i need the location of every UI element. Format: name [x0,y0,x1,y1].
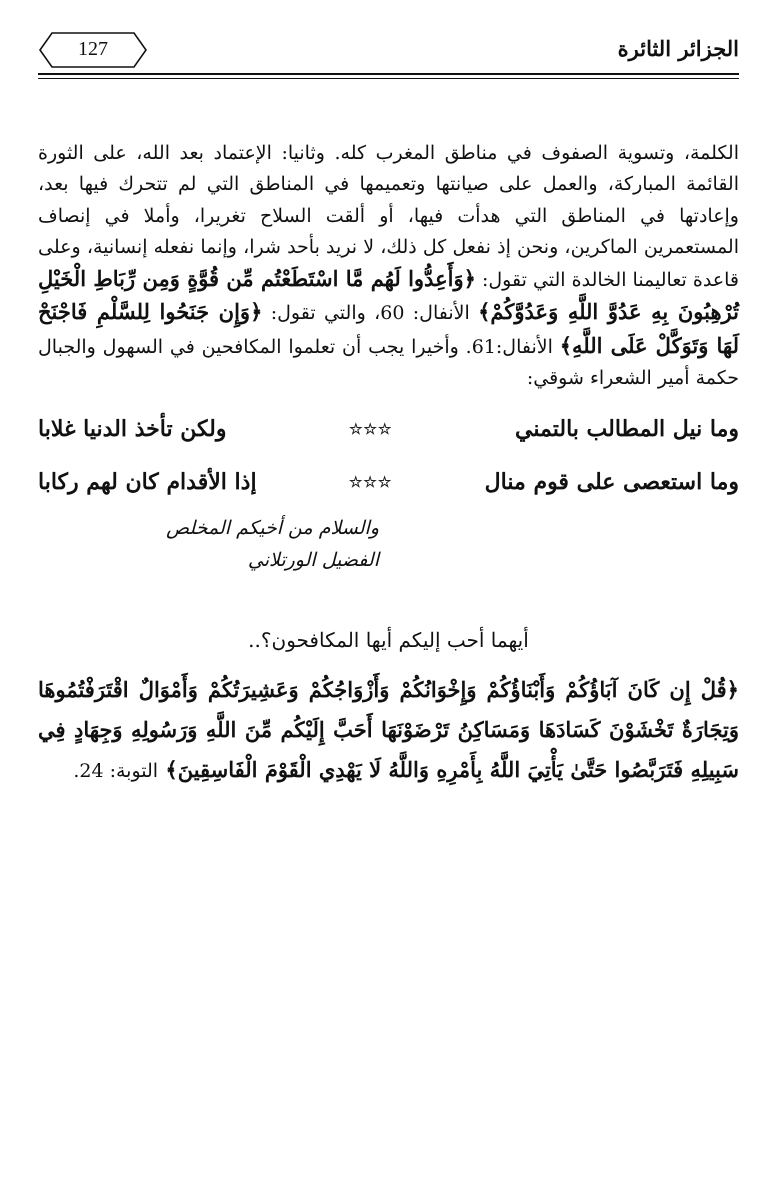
paragraph-text: الكلمة، وتسوية الصفوف في مناطق المغرب كله. وثانيا: الإعتماد بعد الله، على الثورة القائمة المباركة، والعمل على صيانتها وتعميمها في المناطق التي لم تتحرك فيها بعد، وإعادتها في المناطق التي هدأت فيها، أو ألقت السلاح تغريرا، وأملا في إنصاف المستعمرين الماكرين، ونحن إذ نفعل كل ذلك، لا نريد بأحد شرا، وإنما نفعله إنسانية، وعلى قاعدة تعاليمنا الخالدة التي تقول: [38,142,739,292]
poem-hemistich-second: ولكن تأخذ الدنيا غلابا [38,415,227,442]
quran-verse-block [38,670,739,791]
page-number-badge [38,30,148,70]
header-rule-thick [38,73,739,75]
page-number: 127 [78,38,108,60]
quran-quote-anfal-60: ﴿وَأَعِدُّوا لَهُم مَّا اسْتَطَعْتُم مِّن قُوَّةٍ وَمِن رِّبَاطِ الْخَيْلِ تُرْهِبُونَ بِهِ عَدُوَّ اللَّهِ وَعَدُوَّكُمْ﴾ [38,266,739,325]
poem [38,402,739,508]
body-paragraph [38,138,739,394]
poem-separator: ☆☆☆ [348,472,393,491]
page-body [38,138,739,791]
section-heading: أيهما أحب إليكم أيها المكافحون؟.. [248,628,529,653]
running-title: الجزائر الثائرة [617,36,739,61]
signature-name: الفضيل الورتلاني [247,549,379,572]
poem-line [38,455,739,508]
quran-reference: الأنفال:61. وأخيرا يجب أن تعلموا المكافحين في السهول والجبال حكمة أمير الشعراء شوقي: [38,335,739,390]
poem-hemistich-first: وما نيل المطالب بالتمني [515,415,739,442]
quran-reference: الأنفال: 60، والتي تقول: [270,302,470,325]
header-rule-thin [38,78,739,79]
poem-line [38,402,739,455]
signature [38,512,379,576]
quran-quote-anfal-61: ﴿وَإِن جَنَحُوا لِلسَّلْمِ فَاجْنَحْ لَهَا وَتَوَكَّلْ عَلَى اللَّهِ﴾ [38,299,739,358]
quran-quote-tawba-24: ﴿قُلْ إِن كَانَ آبَاؤُكُمْ وَأَبْنَاؤُكُمْ وَإِخْوَانُكُمْ وَأَزْوَاجُكُمْ وَعَشِيرَتُكُمْ وَأَمْوَالٌ اقْتَرَفْتُمُوهَا وَتِجَارَةٌ تَخْشَوْنَ كَسَادَهَا وَمَسَاكِنُ تَرْضَوْنَهَا أَحَبَّ إِلَيْكُم مِّنَ اللَّهِ وَرَسُولِهِ وَجِهَادٍ فِي سَبِيلِهِ فَتَرَبَّصُوا حَتَّىٰ يَأْتِيَ اللَّهُ بِأَمْرِهِ وَاللَّهُ لَا يَهْدِي الْقَوْمَ الْفَاسِقِينَ﴾ [38,677,739,783]
poem-hemistich-first: وما استعصى على قوم منال [484,468,739,495]
quran-reference: التوبة: 24. [73,760,159,783]
signature-closing: والسلام من أخيكم المخلص [166,517,379,540]
poem-hemistich-second: إذا الأقدام كان لهم ركابا [38,468,257,495]
poem-separator: ☆☆☆ [349,419,393,438]
page-header [38,24,739,74]
